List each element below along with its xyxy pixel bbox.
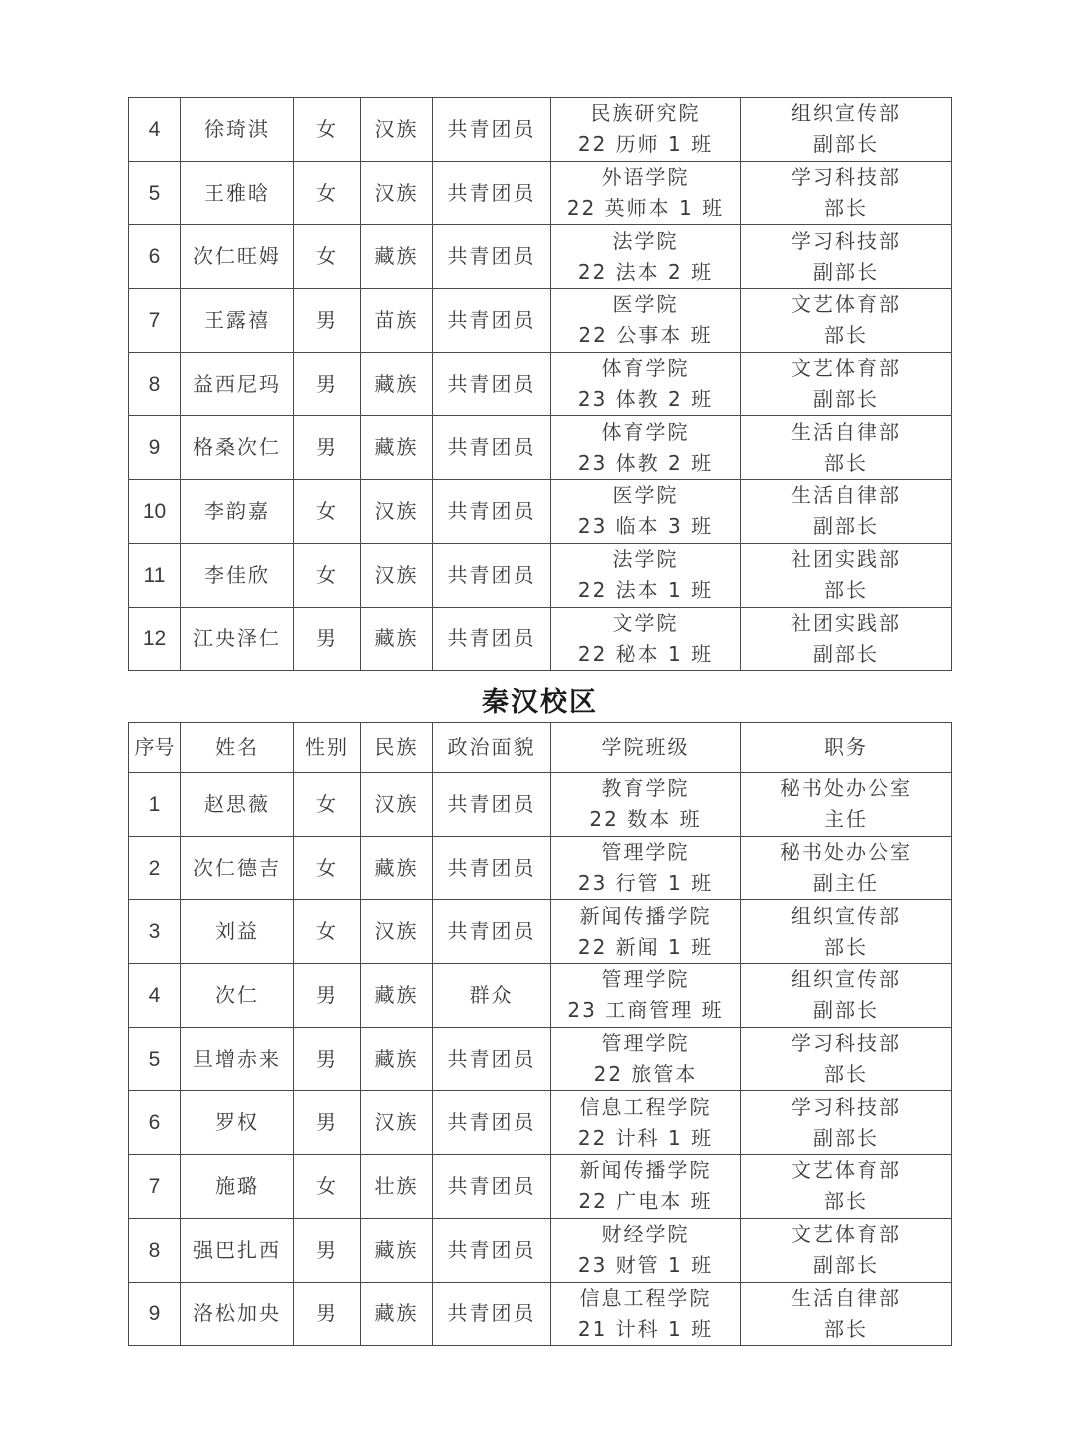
cell-name: 强巴扎西 — [181, 1218, 294, 1282]
cell-name: 徐琦淇 — [181, 98, 294, 162]
department-name: 学习科技部 — [791, 228, 901, 253]
cell-no: 5 — [129, 161, 181, 225]
role-name: 部长 — [824, 196, 868, 221]
cell-no: 9 — [129, 1282, 181, 1346]
table-row — [129, 1027, 952, 1091]
department-name: 文艺体育部 — [791, 292, 901, 317]
cell-political: 共青团员 — [433, 543, 551, 607]
section-title: 秦汉校区 — [482, 687, 598, 718]
header-political: 政治面貌 — [433, 723, 551, 773]
table-row — [129, 480, 952, 544]
header-ethnicity: 民族 — [361, 723, 433, 773]
cell-name: 次仁 — [181, 964, 294, 1028]
role-name: 副部长 — [813, 641, 879, 666]
cell-no: 4 — [129, 98, 181, 162]
cell-college-class — [551, 352, 741, 416]
cell-gender: 女 — [294, 480, 361, 544]
class-name: 23 体教 2 班 — [577, 450, 714, 475]
role-name: 部长 — [824, 450, 868, 475]
cell-name: 李韵嘉 — [181, 480, 294, 544]
cell-no: 8 — [129, 352, 181, 416]
cell-ethnicity: 藏族 — [361, 416, 433, 480]
class-name: 23 行管 1 班 — [577, 871, 714, 896]
cell-position — [741, 352, 952, 416]
cell-position — [741, 900, 952, 964]
cell-political: 共青团员 — [433, 225, 551, 289]
header-gender: 性别 — [294, 723, 361, 773]
role-name: 副部长 — [813, 132, 879, 157]
department-name: 社团实践部 — [791, 610, 901, 635]
college-name: 外语学院 — [601, 165, 690, 190]
cell-political: 共青团员 — [433, 1091, 551, 1155]
cell-no: 10 — [129, 480, 181, 544]
cell-ethnicity: 壮族 — [361, 1155, 433, 1219]
college-name: 信息工程学院 — [579, 1285, 712, 1310]
class-name: 22 法本 1 班 — [577, 578, 714, 603]
cell-position — [741, 1282, 952, 1346]
cell-no: 2 — [129, 836, 181, 900]
cell-gender: 男 — [294, 352, 361, 416]
role-name: 副主任 — [813, 871, 879, 896]
cell-position — [741, 161, 952, 225]
cell-ethnicity: 汉族 — [361, 543, 433, 607]
class-name: 22 数本 班 — [589, 807, 702, 832]
cell-no: 6 — [129, 1091, 181, 1155]
college-name: 管理学院 — [601, 967, 690, 992]
cell-political: 共青团员 — [433, 836, 551, 900]
role-name: 副部长 — [813, 1125, 879, 1150]
department-name: 社团实践部 — [791, 547, 901, 572]
department-name: 生活自律部 — [791, 483, 901, 508]
cell-gender: 男 — [294, 1218, 361, 1282]
role-name: 部长 — [824, 934, 868, 959]
cell-political: 共青团员 — [433, 480, 551, 544]
cell-political: 共青团员 — [433, 416, 551, 480]
roster-table-body — [129, 98, 952, 671]
class-name: 23 临本 3 班 — [577, 514, 714, 539]
cell-no: 5 — [129, 1027, 181, 1091]
cell-no: 7 — [129, 289, 181, 353]
class-name: 22 旅管本 — [593, 1062, 698, 1087]
roster-table-body — [129, 773, 952, 1346]
cell-college-class — [551, 964, 741, 1028]
cell-name: 洛松加央 — [181, 1282, 294, 1346]
header-name: 姓名 — [181, 723, 294, 773]
cell-position — [741, 480, 952, 544]
cell-no: 9 — [129, 416, 181, 480]
college-name: 医学院 — [612, 483, 679, 508]
cell-ethnicity: 藏族 — [361, 1282, 433, 1346]
cell-college-class — [551, 1027, 741, 1091]
cell-name: 次仁旺姆 — [181, 225, 294, 289]
cell-gender: 女 — [294, 900, 361, 964]
class-name: 23 财管 1 班 — [577, 1253, 714, 1278]
cell-political: 共青团员 — [433, 773, 551, 837]
college-name: 医学院 — [612, 292, 679, 317]
cell-no: 7 — [129, 1155, 181, 1219]
cell-name: 施璐 — [181, 1155, 294, 1219]
qinhan-campus-table — [128, 722, 952, 1346]
cell-gender: 女 — [294, 836, 361, 900]
role-name: 部长 — [824, 323, 868, 348]
table-row — [129, 352, 952, 416]
cell-gender: 男 — [294, 1091, 361, 1155]
class-name: 23 工商管理 班 — [567, 998, 724, 1023]
cell-no: 6 — [129, 225, 181, 289]
cell-position — [741, 416, 952, 480]
cell-gender: 男 — [294, 1027, 361, 1091]
cell-college-class — [551, 773, 741, 837]
cell-gender: 男 — [294, 607, 361, 671]
department-name: 秘书处办公室 — [780, 776, 912, 801]
cell-college-class — [551, 161, 741, 225]
role-name: 副部长 — [813, 1253, 879, 1278]
college-name: 法学院 — [612, 547, 679, 572]
cell-ethnicity: 汉族 — [361, 161, 433, 225]
department-name: 文艺体育部 — [791, 356, 901, 381]
role-name: 副部长 — [813, 259, 879, 284]
cell-name: 旦增赤来 — [181, 1027, 294, 1091]
cell-name: 格桑次仁 — [181, 416, 294, 480]
cell-ethnicity: 藏族 — [361, 352, 433, 416]
cell-gender: 女 — [294, 1155, 361, 1219]
cell-college-class — [551, 1282, 741, 1346]
cell-no: 4 — [129, 964, 181, 1028]
cell-college-class — [551, 225, 741, 289]
role-name: 部长 — [824, 1189, 868, 1214]
cell-gender: 男 — [294, 1282, 361, 1346]
cell-name: 赵思薇 — [181, 773, 294, 837]
cell-ethnicity: 汉族 — [361, 1091, 433, 1155]
cell-gender: 女 — [294, 225, 361, 289]
cell-position — [741, 773, 952, 837]
role-name: 主任 — [824, 807, 868, 832]
cell-no: 8 — [129, 1218, 181, 1282]
department-name: 学习科技部 — [791, 1094, 901, 1119]
cell-name: 次仁德吉 — [181, 836, 294, 900]
cell-gender: 男 — [294, 416, 361, 480]
cell-political: 共青团员 — [433, 607, 551, 671]
role-name: 部长 — [824, 578, 868, 603]
cell-position — [741, 1027, 952, 1091]
cell-ethnicity: 藏族 — [361, 964, 433, 1028]
cell-college-class — [551, 416, 741, 480]
department-name: 组织宣传部 — [791, 967, 901, 992]
college-name: 民族研究院 — [590, 101, 701, 126]
college-name: 管理学院 — [601, 1031, 690, 1056]
table-row — [129, 607, 952, 671]
table-header-row — [129, 723, 952, 773]
cell-college-class — [551, 607, 741, 671]
role-name: 副部长 — [813, 998, 879, 1023]
cell-no: 11 — [129, 543, 181, 607]
table-row — [129, 1155, 952, 1219]
college-name: 财经学院 — [601, 1222, 690, 1247]
table-row — [129, 900, 952, 964]
cell-position — [741, 225, 952, 289]
role-name: 副部长 — [813, 387, 879, 412]
cell-ethnicity: 藏族 — [361, 836, 433, 900]
table-row — [129, 773, 952, 837]
college-name: 新闻传播学院 — [579, 903, 712, 928]
cell-gender: 男 — [294, 964, 361, 1028]
cell-ethnicity: 汉族 — [361, 773, 433, 837]
cell-political: 共青团员 — [433, 1282, 551, 1346]
cell-name: 罗权 — [181, 1091, 294, 1155]
table-row — [129, 225, 952, 289]
cell-ethnicity: 汉族 — [361, 98, 433, 162]
cell-political: 共青团员 — [433, 98, 551, 162]
cell-college-class — [551, 543, 741, 607]
class-name: 22 历师 1 班 — [577, 132, 714, 157]
cell-name: 江央泽仁 — [181, 607, 294, 671]
cell-gender: 女 — [294, 161, 361, 225]
college-name: 信息工程学院 — [579, 1094, 712, 1119]
table-row — [129, 1218, 952, 1282]
cell-political: 共青团员 — [433, 1218, 551, 1282]
role-name: 部长 — [824, 1316, 868, 1341]
table-row — [129, 416, 952, 480]
cell-political: 共青团员 — [433, 900, 551, 964]
table-row — [129, 836, 952, 900]
cell-position — [741, 289, 952, 353]
cell-position — [741, 1091, 952, 1155]
cell-position — [741, 98, 952, 162]
cell-gender: 男 — [294, 289, 361, 353]
cell-gender: 女 — [294, 773, 361, 837]
cell-ethnicity: 藏族 — [361, 607, 433, 671]
department-name: 生活自律部 — [791, 419, 901, 444]
cell-position — [741, 607, 952, 671]
table-row — [129, 1282, 952, 1346]
cell-college-class — [551, 900, 741, 964]
department-name: 秘书处办公室 — [780, 840, 912, 865]
department-name: 生活自律部 — [791, 1285, 901, 1310]
cell-political: 群众 — [433, 964, 551, 1028]
class-name: 22 英师本 1 班 — [566, 196, 725, 221]
role-name: 部长 — [824, 1062, 868, 1087]
table-row — [129, 161, 952, 225]
class-name: 22 公事本 班 — [578, 323, 713, 348]
role-name: 副部长 — [813, 514, 879, 539]
cell-college-class — [551, 480, 741, 544]
college-name: 法学院 — [612, 228, 679, 253]
cell-ethnicity: 汉族 — [361, 900, 433, 964]
cell-political: 共青团员 — [433, 1155, 551, 1219]
college-name: 新闻传播学院 — [579, 1158, 712, 1183]
cell-ethnicity: 汉族 — [361, 480, 433, 544]
cell-ethnicity: 苗族 — [361, 289, 433, 353]
cell-college-class — [551, 836, 741, 900]
header-college-class: 学院班级 — [551, 723, 741, 773]
cell-political: 共青团员 — [433, 352, 551, 416]
table-row — [129, 1091, 952, 1155]
class-name: 22 计科 1 班 — [577, 1125, 714, 1150]
table-row — [129, 98, 952, 162]
cell-ethnicity: 藏族 — [361, 1218, 433, 1282]
class-name: 23 体教 2 班 — [577, 387, 714, 412]
cell-position — [741, 543, 952, 607]
header-position: 职务 — [741, 723, 952, 773]
cell-no: 3 — [129, 900, 181, 964]
college-name: 文学院 — [612, 610, 679, 635]
college-name: 教育学院 — [601, 776, 690, 801]
table-row — [129, 543, 952, 607]
department-name: 学习科技部 — [791, 1031, 901, 1056]
department-name: 文艺体育部 — [791, 1158, 901, 1183]
department-name: 文艺体育部 — [791, 1222, 901, 1247]
table-row — [129, 964, 952, 1028]
class-name: 22 广电本 班 — [578, 1189, 713, 1214]
cell-college-class — [551, 1218, 741, 1282]
cell-gender: 女 — [294, 543, 361, 607]
department-name: 学习科技部 — [791, 165, 901, 190]
cell-ethnicity: 藏族 — [361, 1027, 433, 1091]
cell-political: 共青团员 — [433, 161, 551, 225]
cell-position — [741, 1218, 952, 1282]
class-name: 22 法本 2 班 — [577, 259, 714, 284]
cell-political: 共青团员 — [433, 289, 551, 353]
cell-name: 刘益 — [181, 900, 294, 964]
college-name: 体育学院 — [601, 356, 690, 381]
class-name: 22 新闻 1 班 — [577, 934, 714, 959]
cell-college-class — [551, 289, 741, 353]
cell-name: 王露禧 — [181, 289, 294, 353]
cell-name: 李佳欣 — [181, 543, 294, 607]
college-name: 管理学院 — [601, 840, 690, 865]
college-name: 体育学院 — [601, 419, 690, 444]
cell-name: 王雅晗 — [181, 161, 294, 225]
table-row — [129, 289, 952, 353]
roster-table-continued — [128, 97, 952, 671]
cell-college-class — [551, 1091, 741, 1155]
header-no: 序号 — [129, 723, 181, 773]
department-name: 组织宣传部 — [791, 101, 901, 126]
cell-political: 共青团员 — [433, 1027, 551, 1091]
cell-position — [741, 964, 952, 1028]
cell-gender: 女 — [294, 98, 361, 162]
class-name: 22 秘本 1 班 — [577, 641, 714, 666]
cell-ethnicity: 藏族 — [361, 225, 433, 289]
class-name: 21 计科 1 班 — [577, 1316, 714, 1341]
cell-no: 12 — [129, 607, 181, 671]
cell-position — [741, 836, 952, 900]
cell-position — [741, 1155, 952, 1219]
cell-no: 1 — [129, 773, 181, 837]
department-name: 组织宣传部 — [791, 903, 901, 928]
cell-college-class — [551, 1155, 741, 1219]
cell-college-class — [551, 98, 741, 162]
cell-name: 益西尼玛 — [181, 352, 294, 416]
